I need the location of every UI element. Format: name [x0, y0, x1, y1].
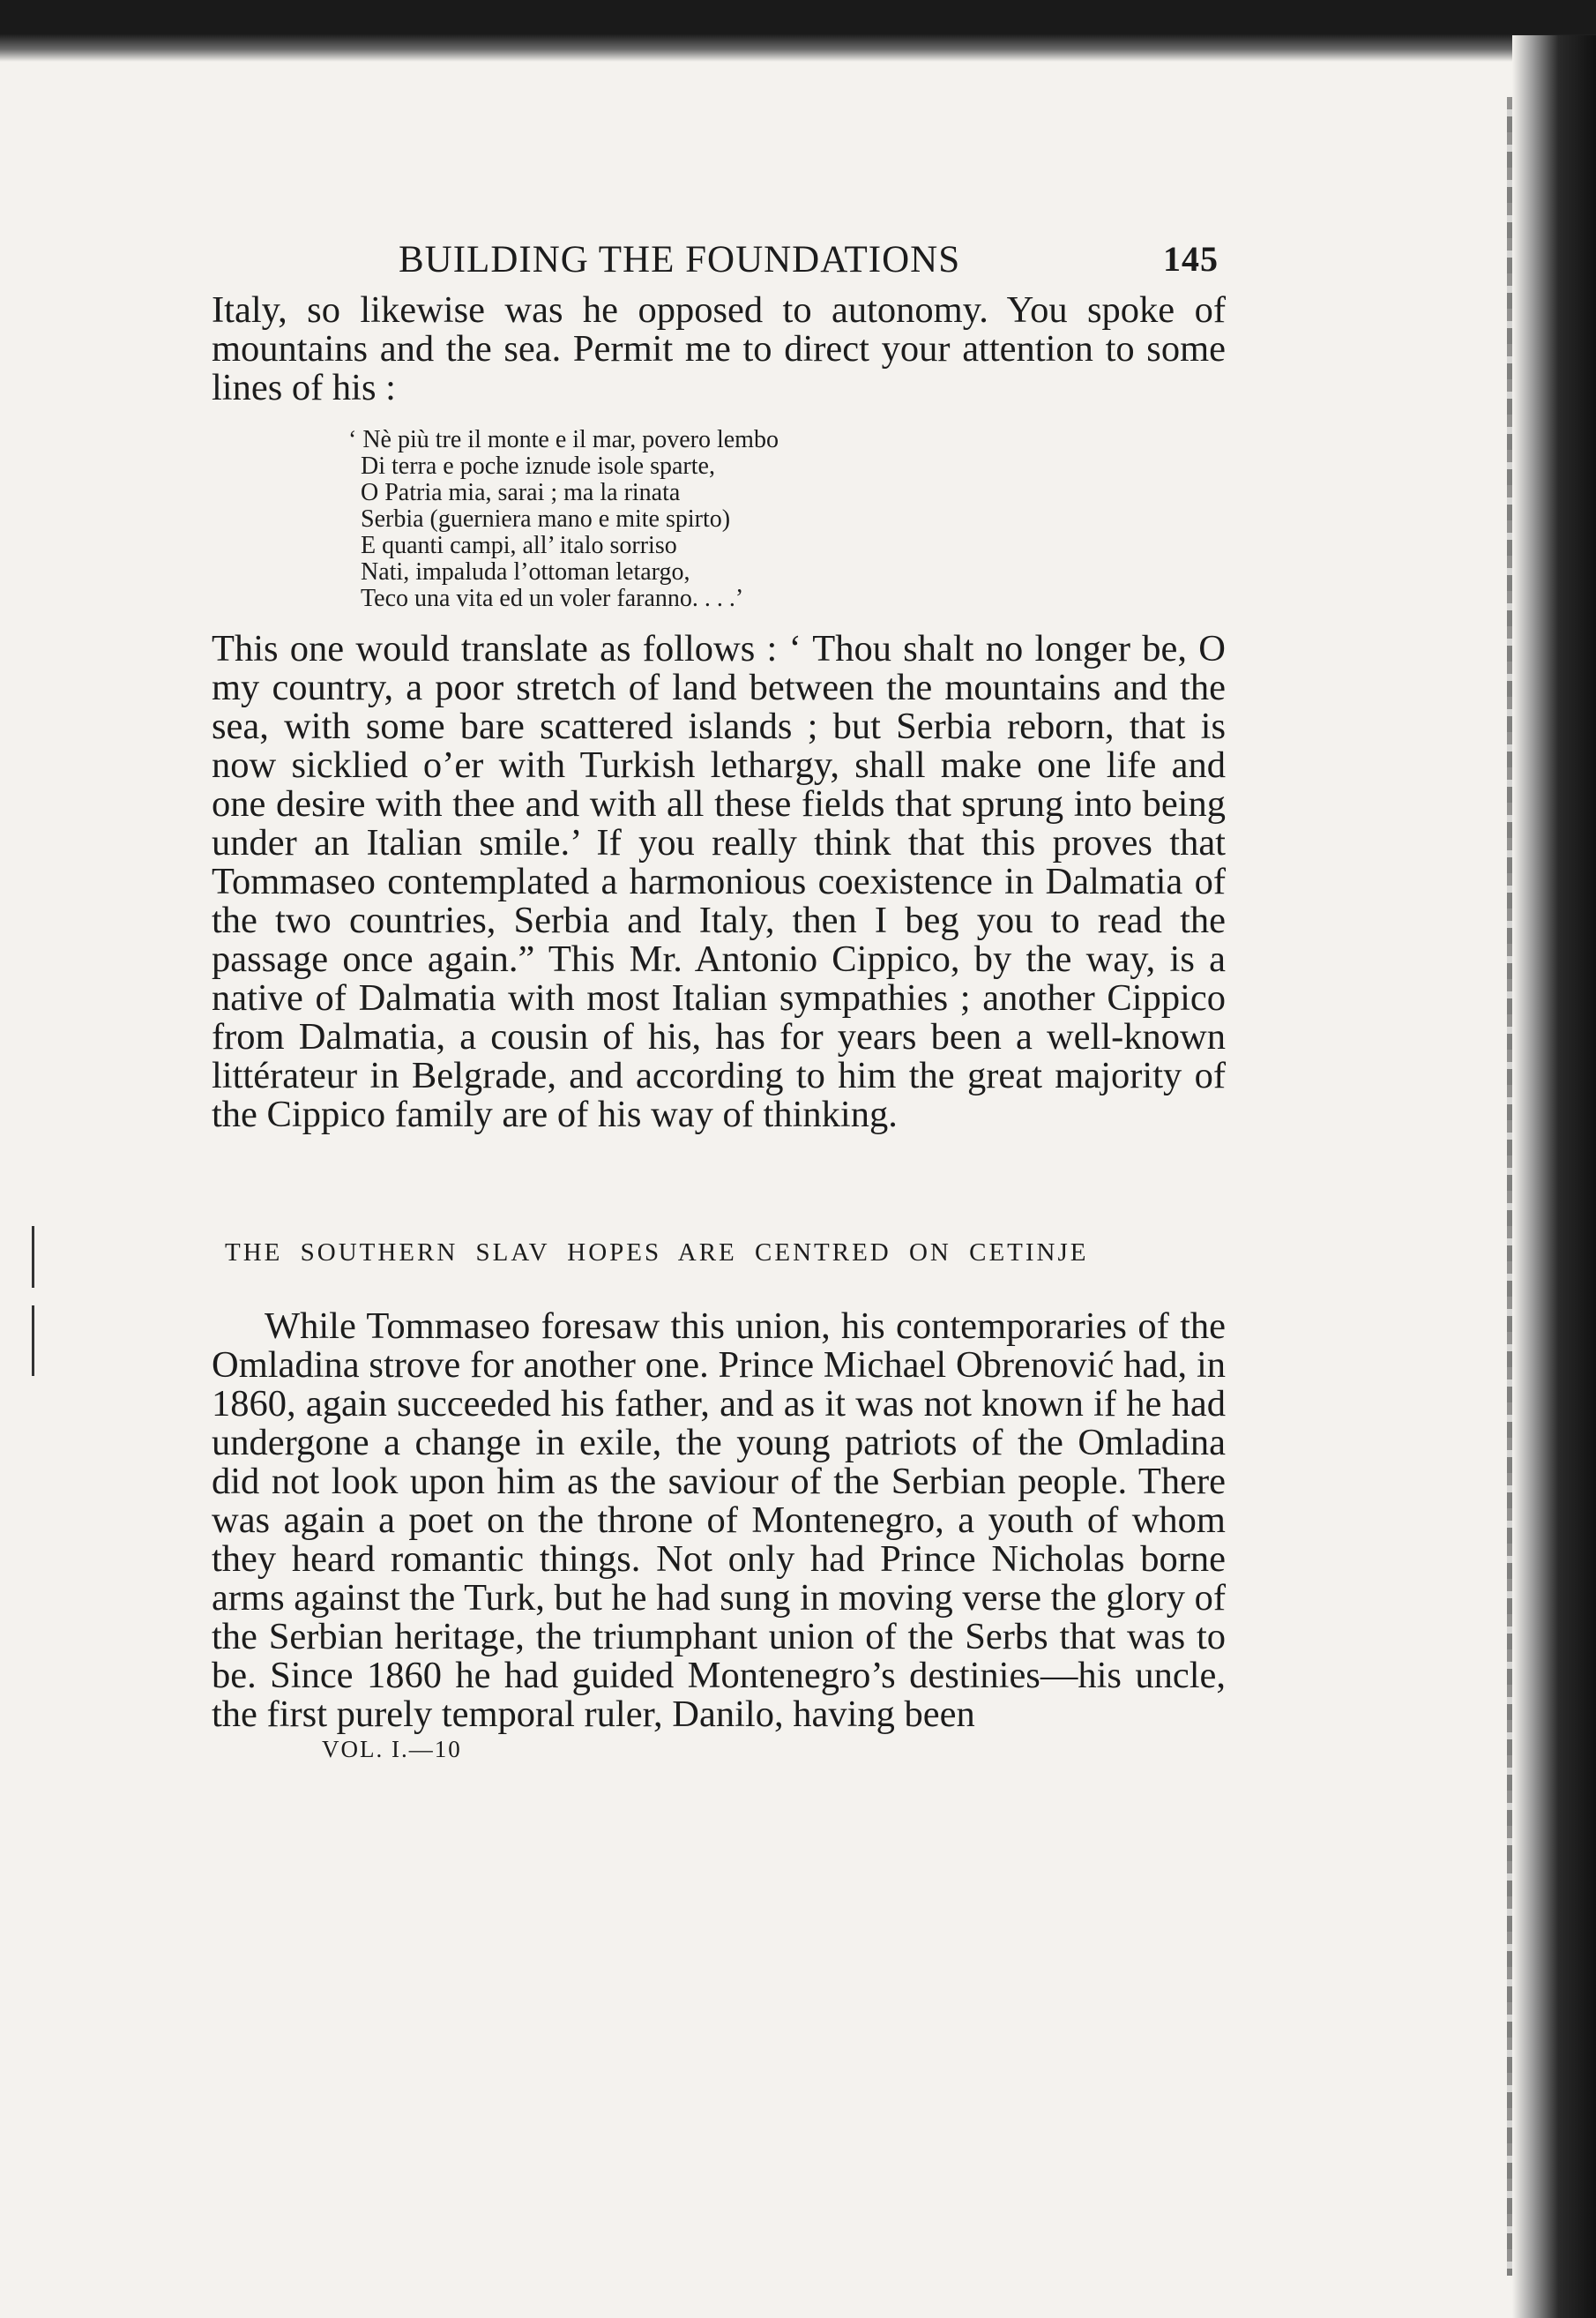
- margin-mark: [32, 1226, 34, 1288]
- verse-line: Di terra e poche iznude isole sparte,: [361, 452, 715, 480]
- paragraph-3: While Tommaseo foresaw this union, his contemporaries of the Omladina strove for another one. Prince Michael Obrenović had, in 1860, again succeeded his father, and as it was not known if he had undergone a change in exile, the young patriots of the Omladina did not look upon him as the saviour of the Serbian people. There was again a poet on the throne of Montenegro, a youth of whom they heard romantic things. Not only had Prince Nicholas borne arms against the Turk, but he had sung in moving verse the glory of the Serbian heritage, the triumphant union of the Serbs that was to be. Since 1860 he had guided Montenegro’s destinies—his uncle, the first purely temporal ruler, Danilo, having been: [212, 1305, 1226, 1735]
- running-title: BUILDING THE FOUNDATIONS: [399, 239, 961, 280]
- signature-mark: VOL. I.—10: [322, 1736, 462, 1762]
- verse-line: Teco una vita ed un voler faranno. . . .’: [361, 585, 744, 612]
- paragraph-2: This one would translate as follows : ‘ Thou shalt no longer be, O my country, a poor stretch of land between the mountains and the sea, with some bare scattered islands ; but Serbia reborn, that is now sicklied o’er with Turkish lethargy, shall make one life and one desire with thee and with all these fields that sprung into being under an Italian smile.’ If you really think that this proves that Tommaseo contemplated a harmonious coexistence in Dalmatia of the two countries, Serbia and Italy, then I beg you to read the passage once again.” This Mr. Antonio Cippico, by the way, is a native of Dalmatia with most Italian sympathies ; another Cippico from Dalmatia, a cousin of his, has for years been a well-known littérateur in Belgrade, and according to him the great majority of the Cippico family are of his way of thinking.: [212, 628, 1226, 1135]
- paragraph-1: Italy, so likewise was he opposed to autonomy. You spoke of mountains and the sea. Permit me to direct your attention to some lines of his :: [212, 289, 1226, 408]
- section-heading: THE SOUTHERN SLAV HOPES ARE CENTRED ON CETINJE: [225, 1238, 1089, 1267]
- verse-line: Nati, impaluda l’ottoman letargo,: [361, 558, 690, 586]
- verse-quotation: [348, 427, 1226, 612]
- book-page: [212, 238, 1226, 1763]
- verse-line: E quanti campi, all’ italo sorriso: [361, 532, 677, 559]
- scan-right-edge: [1512, 35, 1596, 2318]
- margin-mark: [32, 1305, 34, 1376]
- running-head: [212, 238, 1226, 291]
- verse-line: Serbia (guerniera mano e mite spirto): [361, 505, 731, 533]
- page-number: 145: [1163, 239, 1219, 279]
- verse-line: O Patria mia, sarai ; ma la rinata: [361, 479, 681, 506]
- scan-top-border: [0, 0, 1596, 62]
- verse-line: ‘ Nè più tre il monte e il mar, povero lembo: [348, 426, 779, 453]
- scan-page-edge-texture: [1507, 97, 1512, 2276]
